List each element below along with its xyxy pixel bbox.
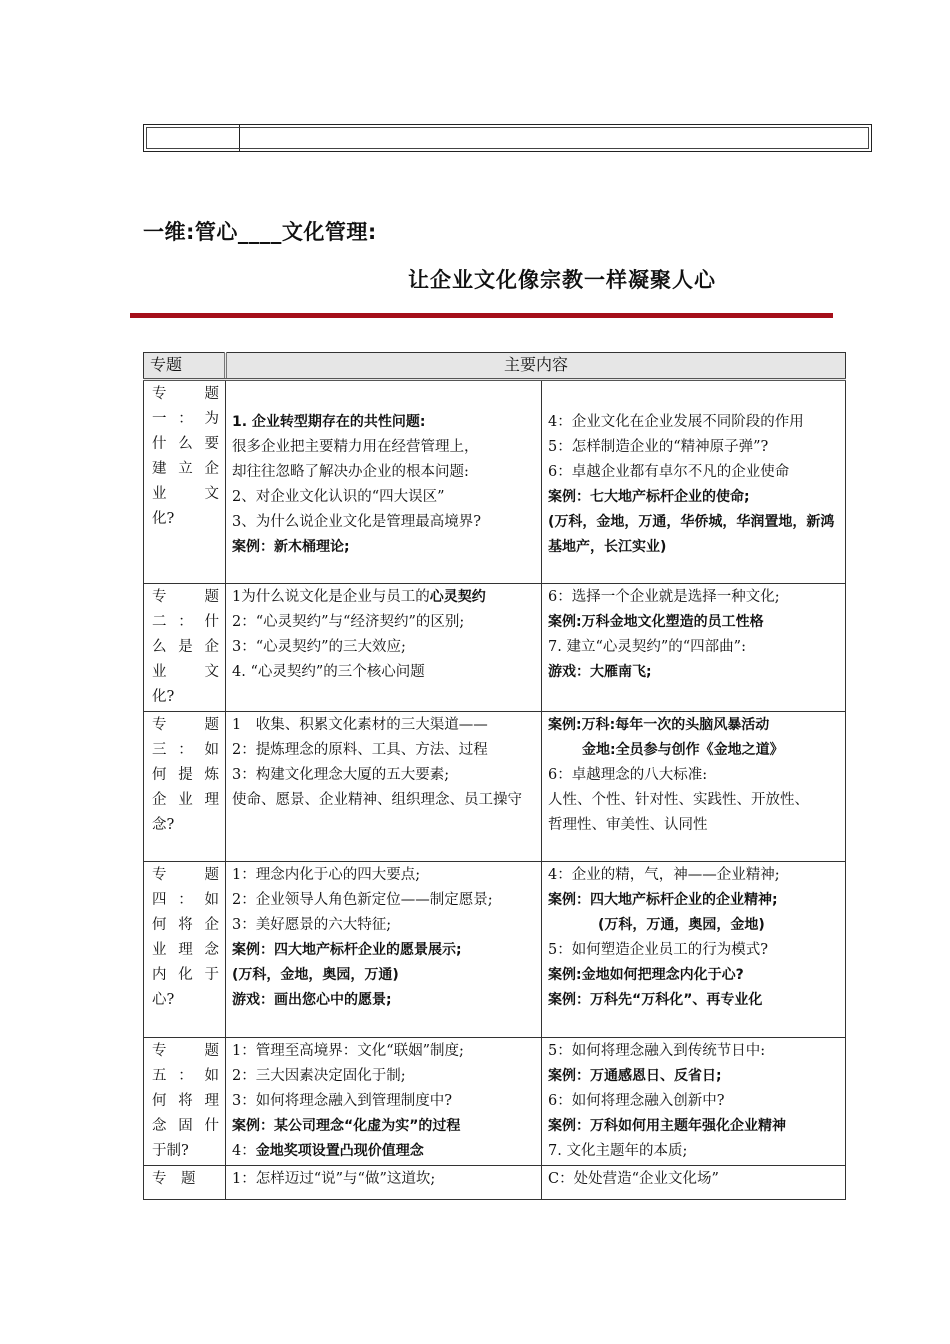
content-text: 案例：七大地产标杆企业的使命;: [548, 489, 750, 505]
content-line: [232, 535, 535, 560]
content-line: [232, 1064, 535, 1089]
topic-line: 专 题: [152, 717, 219, 733]
section-subheading: 让企业文化像宗教一样凝聚人心: [408, 268, 716, 292]
content-line: [232, 1139, 535, 1164]
content-text: 7. 文化主题年的本质;: [548, 1143, 688, 1159]
content-text: 案例：新木桶理论;: [232, 539, 350, 555]
content-text: 案例：四大地产标杆企业的企业精神;: [548, 892, 778, 908]
left-content-cell: [226, 1038, 542, 1166]
topic-line: 专 题: [152, 1043, 219, 1059]
content-text: 1：怎样迈过“说”与“做”这道坎;: [232, 1171, 436, 1187]
content-line: [232, 585, 535, 610]
content-line: [232, 938, 535, 963]
content-line: [232, 1089, 535, 1114]
content-line: [548, 585, 839, 610]
content-line: [548, 1064, 839, 1089]
topic-line: 心?: [152, 992, 175, 1008]
content-text: 6：卓越理念的八大标准:: [548, 767, 708, 783]
content-text: 3：美好愿景的六大特征;: [232, 917, 392, 933]
table-row: [144, 862, 846, 1038]
content-text: 3、为什么说企业文化是管理最高境界?: [232, 514, 481, 530]
content-text: 1为什么说文化是企业与员工的: [232, 589, 430, 605]
topic-line: 什么要: [152, 436, 219, 452]
content-line: [548, 913, 839, 938]
content-line: [548, 1114, 839, 1139]
topic-cell: [144, 1166, 226, 1200]
content-line: [548, 1139, 839, 1164]
content-text: 4：企业文化在企业发展不同阶段的作用: [548, 414, 804, 430]
topic-line: 企业理: [152, 792, 219, 808]
topic-line: 何将企: [152, 917, 219, 933]
content-line: [548, 813, 839, 838]
left-content-cell: [226, 584, 542, 712]
topic-line: 专 题: [152, 589, 219, 605]
content-text: 1：管理至高境界：文化“联姻”制度;: [232, 1043, 464, 1059]
section-heading: 一维:管心____文化管理:: [143, 220, 377, 244]
header-topic: 专题: [144, 353, 226, 380]
content-line: [232, 635, 535, 660]
content-line: [548, 635, 839, 660]
content-line: [232, 1039, 535, 1064]
content-line: [232, 963, 535, 988]
content-line: [548, 1089, 839, 1114]
content-bold-text: 心灵契约: [429, 589, 486, 605]
topic-line: 二：什: [152, 614, 219, 630]
content-text: 案例:万科:每年一次的头脑风暴活动: [548, 717, 770, 733]
table-row: [144, 712, 846, 862]
empty-top-table: [143, 124, 872, 152]
content-line: [232, 738, 535, 763]
content-line: [232, 988, 535, 1013]
left-content-cell: [226, 1166, 542, 1200]
topic-line: 化?: [152, 511, 175, 527]
content-text: 6：如何将理念融入创新中?: [548, 1093, 725, 1109]
content-line: [548, 763, 839, 788]
right-content-cell: [542, 1038, 846, 1166]
right-content-cell: [542, 862, 846, 1038]
content-text: 7. 建立“心灵契约”的“四部曲”:: [548, 639, 746, 655]
content-line: [232, 788, 535, 813]
content-line: [548, 460, 839, 485]
topic-line: 业 文: [152, 486, 219, 502]
content-text: 案例：万科先“万科化”、再专业化: [548, 992, 763, 1008]
content-line: [232, 485, 535, 510]
content-text: 案例：万通感恩日、反省日;: [548, 1068, 722, 1084]
content-line: [548, 435, 839, 460]
content-text: 4：: [232, 1143, 256, 1159]
topic-line: 建立企: [152, 461, 219, 477]
content-text: 案例：万科如何用主题年强化企业精神: [548, 1118, 786, 1134]
content-line: [232, 610, 535, 635]
content-text: 5：怎样制造企业的“精神原子弹”?: [548, 439, 769, 455]
topic-cell: [144, 584, 226, 712]
content-line: [232, 435, 535, 460]
content-text: 3：构建文化理念大厦的五大要素;: [232, 767, 450, 783]
right-content-cell: [542, 712, 846, 862]
left-content-cell: [226, 862, 542, 1038]
topic-cell: [144, 1038, 226, 1166]
topic-line: 四：如: [152, 892, 219, 908]
content-text: 2：三大因素决定固化于制;: [232, 1068, 406, 1084]
left-content-cell: [226, 380, 542, 584]
content-text: (万科，金地，万通，华侨城，华润置地，新鸿基地产，长江实业): [548, 514, 835, 555]
content-text: 2：企业领导人角色新定位——制定愿景;: [232, 892, 493, 908]
content-text: (万科，万通，奥园，金地): [598, 917, 765, 933]
topic-line: 内化于: [152, 967, 219, 983]
table-row: [144, 584, 846, 712]
table-row: [144, 1038, 846, 1166]
content-line: [548, 738, 839, 763]
right-content-cell: [542, 1166, 846, 1200]
content-line: [232, 660, 535, 685]
content-text: 2：“心灵契约”与“经济契约”的区别;: [232, 614, 465, 630]
content-text: 2、对企业文化认识的“四大误区”: [232, 489, 445, 505]
topic-line: 专 题: [152, 867, 219, 883]
content-text: 哲理性、审美性、认同性: [548, 817, 708, 833]
topic-cell: [144, 862, 226, 1038]
content-line: [548, 888, 839, 913]
content-bold-text: 金地奖项设置凸现价值理念: [255, 1143, 424, 1159]
content-text: (万科，金地，奥园，万通): [232, 967, 399, 983]
header-content: 主要内容: [226, 353, 846, 380]
content-line: [548, 863, 839, 888]
content-text: 5：如何将理念融入到传统节日中:: [548, 1043, 766, 1059]
content-text: 金地:全员参与创作《金地之道》: [582, 742, 784, 758]
content-line: [232, 713, 535, 738]
topic-line: 于制?: [152, 1143, 189, 1159]
topic-line: 念固什: [152, 1118, 219, 1134]
content-text: 6：选择一个企业就是选择一种文化;: [548, 589, 780, 605]
topic-line: 一：为: [152, 411, 219, 427]
topic-line: 三：如: [152, 742, 219, 758]
topic-line: 专 题: [152, 386, 219, 402]
content-text: 5：如何塑造企业员工的行为模式?: [548, 942, 768, 958]
content-text: 1：理念内化于心的四大要点;: [232, 867, 421, 883]
content-text: 1 收集、积累文化素材的三大渠道——: [232, 717, 488, 733]
content-text: 1. 企业转型期存在的共性问题:: [232, 414, 426, 430]
content-line: [232, 913, 535, 938]
topic-line: 五：如: [152, 1068, 219, 1084]
topic-cell: [144, 380, 226, 584]
content-text: 人性、个性、针对性、实践性、开放性、: [548, 792, 809, 808]
left-content-cell: [226, 712, 542, 862]
empty-cell: [240, 125, 871, 151]
content-line: [548, 1039, 839, 1064]
topic-line: 念?: [152, 817, 175, 833]
content-line: [232, 1114, 535, 1139]
content-line: [548, 660, 839, 685]
content-line: [548, 410, 839, 435]
content-line: [548, 1167, 839, 1192]
curriculum-table: [143, 352, 846, 1200]
content-text: 游戏：画出您心中的愿景;: [232, 992, 392, 1008]
topic-line: 何将理: [152, 1093, 219, 1109]
content-text: C：处处营造“企业文化场”: [548, 1171, 719, 1187]
content-line: [548, 713, 839, 738]
right-content-cell: [542, 380, 846, 584]
content-text: 3：“心灵契约”的三大效应;: [232, 639, 406, 655]
content-line: [548, 988, 839, 1013]
right-content-cell: [542, 584, 846, 712]
topic-line: 何提炼: [152, 767, 219, 783]
content-line: [232, 763, 535, 788]
content-line: [232, 863, 535, 888]
content-text: 3：如何将理念融入到管理制度中?: [232, 1093, 452, 1109]
content-text: 案例：某公司理念“化虚为实”的过程: [232, 1118, 461, 1134]
topic-line: 么是企: [152, 639, 219, 655]
content-line: [232, 1167, 535, 1192]
topic-line: 专 题: [152, 1171, 196, 1187]
content-line: [548, 938, 839, 963]
content-line: [548, 610, 839, 635]
content-text: 案例：四大地产标杆企业的愿景展示;: [232, 942, 462, 958]
content-text: 案例:金地如何把理念内化于心?: [548, 967, 744, 983]
table-header-row: [144, 353, 846, 380]
table-row: [144, 1166, 846, 1200]
table-row: [144, 380, 846, 584]
content-text: 4：企业的精，气，神——企业精神;: [548, 867, 780, 883]
content-text: 6：卓越企业都有卓尔不凡的企业使命: [548, 464, 790, 480]
empty-cell: [144, 125, 240, 151]
content-text: 很多企业把主要精力用在经营管理上，: [232, 439, 479, 455]
content-line: [232, 510, 535, 535]
divider-rule: [130, 313, 833, 318]
content-text: 4. “心灵契约”的三个核心问题: [232, 664, 425, 680]
content-line: [548, 963, 839, 988]
content-text: 2：提炼理念的原料、工具、方法、过程: [232, 742, 488, 758]
content-text: 使命、愿景、企业精神、组织理念、员工操守: [232, 792, 522, 808]
content-line: [548, 485, 839, 510]
topic-line: 化?: [152, 689, 175, 705]
content-line: [232, 888, 535, 913]
content-text: 却往往忽略了解决办企业的根本问题:: [232, 464, 469, 480]
content-line: [548, 788, 839, 813]
content-text: 案例:万科金地文化塑造的员工性格: [548, 614, 764, 630]
content-line: [232, 460, 535, 485]
content-line: [548, 510, 839, 560]
content-text: 游戏：大雁南飞;: [548, 664, 652, 680]
topic-cell: [144, 712, 226, 862]
topic-line: 业 文: [152, 664, 219, 680]
topic-line: 业理念: [152, 942, 219, 958]
content-line: [232, 410, 535, 435]
